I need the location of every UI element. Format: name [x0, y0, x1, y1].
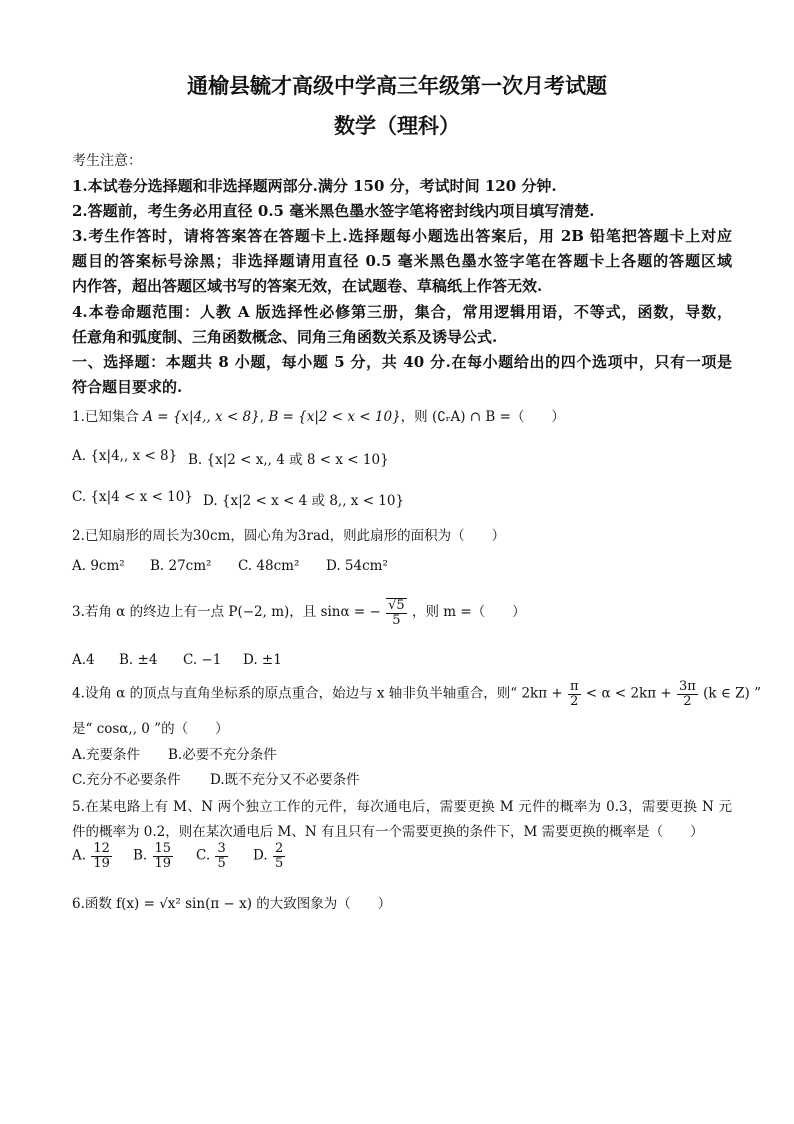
q5-a-den: 19: [93, 855, 110, 871]
notice-line-2: 2.答题前，考生务必用直径 0.5 毫米黑色墨水签字笔将密封线内项目填写清楚.: [72, 202, 595, 220]
q5-c-fraction: [215, 842, 227, 870]
q4-option-a: A.充要条件: [72, 747, 141, 763]
q3-frac-num: √5: [388, 598, 405, 613]
exam-title: 通榆县毓才高级中学高三年级第一次月考试题: [187, 73, 607, 98]
q1-set-a: A = {x|4,, x < 8}: [143, 409, 260, 425]
q1-option-d: D. {x|2 < x < 4 或 8,, x < 10}: [203, 493, 405, 509]
q5-c-label: C.: [196, 847, 211, 864]
notice-line-4: 题目的答案标号涂黑；非选择题请用直径 0.5 毫米黑色墨水签字笔在答题卡上各题的答题区域: [72, 252, 732, 270]
q5-d-den: 5: [274, 855, 284, 871]
q4-fraction-1: [568, 680, 581, 708]
question-5-line-2: 件的概率为 0.2，则在某次通电后 M、N 有且只有一个需要更换的条件下，M 需要更换的概率是（ ）: [72, 824, 704, 840]
question-1-stem: 1.已知集合 A = {x|4,, x < 8}, B = {x|2 < x < 10}，则 (∁ᵣA) ∩ B =（ ）: [72, 409, 565, 425]
q4-f2-num: 3π: [679, 679, 696, 694]
q1-set-b: B = {x|2 < x < 10}: [268, 409, 401, 425]
q5-b-label: B.: [133, 847, 148, 864]
q5-option-c: [196, 842, 229, 870]
q5-b-num: 15: [154, 841, 172, 856]
q5-d-num: 2: [274, 841, 284, 856]
question-5-line-1: 5.在某电路上有 M、N 两个独立工作的元件，每次通电后，需要更换 M 元件的概率为 0.3，需要更换 N 元: [72, 799, 732, 815]
q3-option-c: C. −1: [183, 652, 222, 668]
notice-line-5: 内作答，超出答题区域书写的答案无效，在试题卷、草稿纸上作答无效.: [72, 277, 543, 295]
q3-option-a: A.4: [72, 652, 95, 668]
q1-option-a: A. {x|4,, x < 8}: [72, 448, 178, 464]
q3-frac-den: 5: [392, 612, 401, 628]
q3-option-b: B. ±4: [119, 652, 158, 668]
q3-post: ，则 m =（ ）: [411, 604, 526, 621]
question-4-line-2: 是“ cosα,, 0 ”的（ ）: [72, 721, 229, 737]
q2-option-c: C. 48cm²: [238, 558, 300, 574]
question-3-stem: [72, 598, 732, 627]
q4-f1-num: π: [570, 679, 579, 694]
q4-mid: < α < 2kπ +: [585, 685, 672, 702]
q2-option-d: D. 54cm²: [326, 558, 388, 574]
notice-label: 考生注意：: [72, 153, 142, 169]
section-1-line-2: 符合题目要求的.: [72, 378, 183, 396]
q2-option-a: A. 9cm²: [72, 558, 125, 574]
q4-fraction-2: [677, 680, 698, 708]
q4-f1-den: 2: [570, 693, 579, 709]
q5-a-fraction: [91, 842, 112, 870]
q1-expr: (∁ᵣA) ∩ B =（ ）: [431, 409, 565, 425]
q5-b-den: 19: [154, 855, 172, 871]
q1-option-b: B. {x|2 < x,, 4 或 8 < x < 10}: [188, 452, 389, 468]
q3-option-d: D. ±1: [243, 652, 282, 668]
q2-option-b: B. 27cm²: [150, 558, 212, 574]
q1-pre: 1.已知集合: [72, 409, 139, 425]
q5-c-num: 3: [217, 841, 226, 856]
exam-subtitle: 数学（理科）: [334, 113, 460, 138]
q5-c-den: 5: [217, 855, 226, 871]
q5-b-fraction: [153, 842, 174, 870]
q5-d-label: D.: [253, 847, 268, 864]
notice-line-1: 1.本试卷分选择题和非选择题两部分.满分 150 分，考试时间 120 分钟.: [72, 177, 557, 195]
q5-d-fraction: [273, 842, 285, 870]
notice-line-3: 3.考生作答时，请将答案答在答题卡上.选择题每小题选出答案后，用 2B 铅笔把答题卡上对应: [72, 227, 732, 245]
q4-pre: 4.设角 α 的顶点与直角坐标系的原点重合，始边与 x 轴非负半轴重合，则“ 2kπ +: [72, 685, 563, 702]
q4-option-c: C.充分不必要条件: [72, 772, 181, 788]
notice-line-7: 任意角和弧度制、三角函数概念、同角三角函数关系及诱导公式.: [72, 328, 498, 346]
q1-option-c: C. {x|4 < x < 10}: [72, 489, 193, 505]
section-1-line-1: 一、选择题：本题共 8 小题，每小题 5 分，共 40 分.在每小题给出的四个选项中，只有一项是: [72, 353, 732, 371]
q1-mid: ，则: [400, 409, 428, 425]
q5-option-a: [72, 842, 113, 870]
q3-fraction: [386, 598, 407, 627]
q5-a-label: A.: [72, 847, 87, 864]
q4-f2-den: 2: [683, 693, 692, 709]
q4-post: (k ∈ Z) ”: [703, 685, 762, 702]
q3-pre: 3.若角 α 的终边上有一点 P(−2, m)，且 sinα = −: [72, 604, 381, 621]
q4-option-b: B.必要不充分条件: [168, 747, 277, 763]
notice-line-6: 4.本卷命题范围：人教 A 版选择性必修第三册，集合，常用逻辑用语，不等式，函数，导数，: [72, 303, 732, 321]
q5-option-d: [253, 842, 286, 870]
question-2-stem: 2.已知扇形的周长为30cm，圆心角为3rad，则此扇形的面积为（ ）: [72, 528, 506, 544]
q4-option-d: D.既不充分又不必要条件: [210, 772, 360, 788]
question-4-stem: [72, 679, 762, 709]
q5-option-b: [133, 842, 174, 870]
q5-a-num: 12: [93, 841, 110, 856]
question-6-stem: 6.函数 f(x) = √x² sin(π − x) 的大致图象为（ ）: [72, 896, 392, 912]
